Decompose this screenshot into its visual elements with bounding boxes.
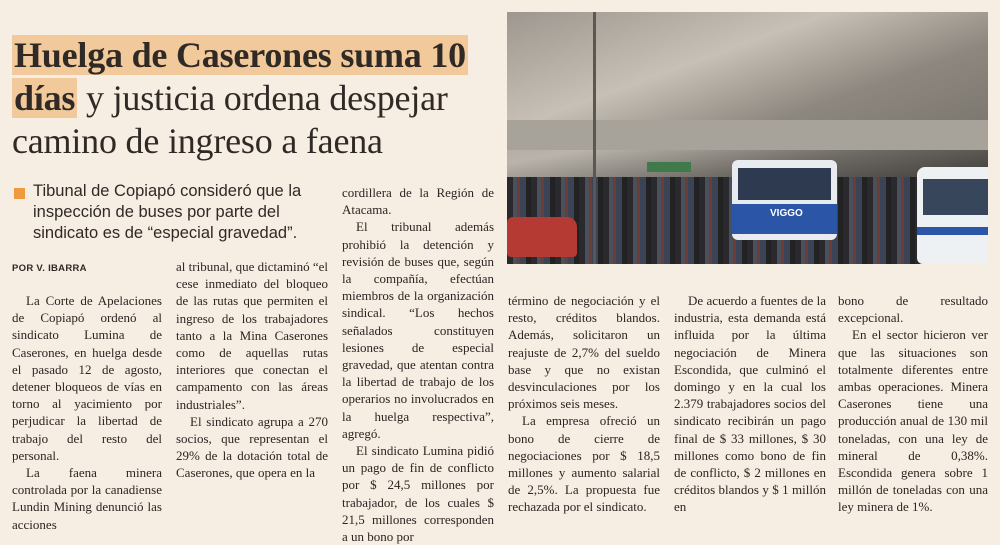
paragraph: bono de resultado excepcional. <box>838 293 988 326</box>
road <box>507 120 988 150</box>
article-column-4 <box>508 292 660 516</box>
deck-summary: Tibunal de Copiapó consideró que la inspección de buses por parte del sindicato es de “especial gravedad”. <box>33 182 302 242</box>
paragraph: La Corte de Apelaciones de Copiapó ordenó al sindicato Lumina de Caserones, en huelga desde el pasado 12 de agosto, detener bloqueos de vías en torno al yacimiento por perjudicar la libertad de trabajo del resto del personal. <box>12 293 162 463</box>
headline-text-1: y justicia ordena despejar <box>77 78 448 118</box>
road-sign <box>647 162 691 172</box>
headline-highlight-2: días <box>14 78 76 118</box>
article-column-1 <box>12 292 162 533</box>
paragraph: La faena minera controlada por la canadiense Lundin Mining denunció las acciones <box>12 465 162 532</box>
byline: POR V. IBARRA <box>12 263 87 274</box>
bus-center <box>732 160 837 240</box>
headline-text-2: camino de ingreso a faena <box>12 121 383 161</box>
utility-pole <box>593 12 596 264</box>
article-column-3 <box>342 184 494 545</box>
paragraph: cordillera de la Región de Atacama. <box>342 185 494 218</box>
red-vehicle <box>507 217 577 257</box>
paragraph: El sindicato agrupa a 270 socios, que representan el 29% de la dotación total de Caserones, que opera en la <box>176 413 328 481</box>
article-column-5 <box>674 292 826 516</box>
headline <box>12 34 502 163</box>
bus-logo: VIGGO <box>770 208 803 219</box>
paragraph: El sindicato Lumina pidió un pago de fin de conflicto por $ 24,5 millones por trabajador, de los cuales $ 21,5 millones corresponden a un bono por <box>342 443 494 545</box>
paragraph: El tribunal además prohibió la detención y revisión de buses que, según la compañía, efectúan miembros de la organización sindical. “Los hechos señalados constituyen lesiones de especial gravedad, que atentan contra la libertad de trabajo de los operarios no involucrados en la huelga respectiva”, agregó. <box>342 219 494 441</box>
article-column-2 <box>176 258 328 482</box>
paragraph: La empresa ofreció un bono de cierre de negociaciones por $ 18,5 millones y aumento salarial de 2,5%. La propuesta fue rechazada por el sindicato. <box>508 413 660 515</box>
article-column-6 <box>838 292 988 516</box>
bus-right <box>917 167 988 264</box>
news-photo <box>507 12 988 264</box>
bullet-square-icon <box>14 188 25 199</box>
paragraph: término de negociación y el resto, créditos blandos. Además, solicitaron un reajuste de 2,7% del sueldo base y que no existan desvinculaciones por los próximos seis meses. <box>508 293 660 412</box>
paragraph: De acuerdo a fuentes de la industria, esta demanda está influida por la última negociación de Minera Escondida, que culminó el domingo y en la cual los 2.379 trabajadores socios del sindicato recibirán un pago final de $ 33 millones, $ 30 millones como bono de fin de conflicto, $ 2 millones en créditos blandos y $ 1 millón en <box>674 293 826 515</box>
paragraph: al tribunal, que dictaminó “el cese inmediato del bloqueo de las rutas que permiten el ingreso de los trabajadores tanto a la Mina Caserones como de aquellas rutas interiores que conectan el campamento con las áreas industriales”. <box>176 259 328 412</box>
paragraph: En el sector hicieron ver que las situaciones son totalmente diferentes entre ambas operaciones. Minera Caserones tiene una producción anual de 130 mil toneladas, con una ley de mineral de 0,38%. Escondida genera sobre 1 millón de toneladas con una ley minera de 1%. <box>838 327 988 515</box>
headline-highlight-1: Huelga de Caserones suma 10 <box>14 35 466 75</box>
mountain-slope <box>507 12 988 132</box>
